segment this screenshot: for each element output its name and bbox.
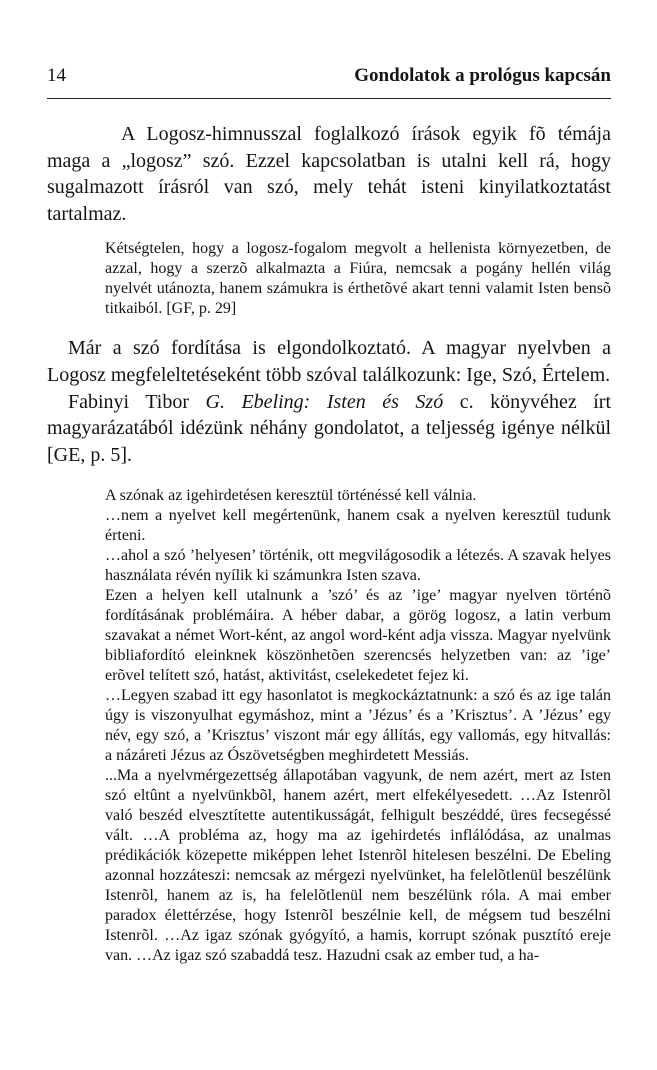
running-title: Gondolatok a prológus kapcsán [354, 65, 611, 86]
page-body [47, 121, 611, 966]
paragraph-intro: A Logosz-himnusszal foglalkozó írások egyik fõ témája maga a „logosz” szó. Ezzel kapcsolatban is utalni kell rá, hogy sugalmazott írásról van szó, mely tehát isteni kinyilatkoztatást tartalmaz. [47, 123, 611, 225]
paragraph-fabinyi [47, 389, 611, 469]
quote-line: …nem a nyelvet kell megértenünk, hanem csak a nyelven keresztül tudunk érteni. [105, 507, 611, 545]
paragraph-translation: Már a szó fordítása is elgondolkoztató. A magyar nyelvben a Logosz megfeleltetéseként több szóval találkozunk: Ige, Szó, Értelem. [47, 337, 611, 386]
block-quote-ebeling [47, 486, 611, 966]
fabinyi-text-end: c. könyvéhez írt magyarázatából idézünk néhány gondolatot, a teljesség igénye nélkül [GE, p. 5]. [47, 390, 612, 466]
block-quote-gf: Kétségtelen, hogy a logosz-fogalom megvolt a hellenista környezetben, de azzal, hogy a szerzõ alkalmazta a Fiúra, nemcsak a pogány hellén világ nyelvét utánozta, hanem számukra is érthetõvé akart tenni valamit Isten bensõ titkaiból. [GF, p. 29] [105, 240, 611, 318]
book-title: G. Ebeling: Isten és Szó [205, 390, 444, 413]
quote-line: Ezen a helyen kell utalnunk a ’szó’ és az ’ige’ magyar nyelven történõ fordításának problémáira. A héber dabar, a görög logosz, a latin verbum szavakat a német Wort-ként, az angol word-ként adja vissza. Magyar nyelvünk bibliafordító eleinknek köszönhetõen szerencsés helyzetben van: az ’ige’ erõvel telített szó, hatást, aktivitást, cselekedetet fejez ki. [105, 587, 611, 685]
quote-line: ...Ma a nyelvmérgezettség állapotában vagyunk, de nem azért, mert az Isten szó eltûnt a nyelvünkbõl, hanem azért, mert elfekélyesedett. …Az Istenrõl való beszéd elvesztítette autentikusságát, felhigult beszéddé, üres fecsegéssé vált. …A probléma az, hogy ma az igehirdetés inflálódása, az unalmas prédikációk közepette miképpen lehet Istenrõl hitelesen beszélni. De Ebeling azonnal hozzáteszi: nemcsak az mérgezi nyelvünket, ha felelõtlenül beszélünk Istenrõl, hanem az is, ha felelõtlenül nem beszélünk róla. A mai ember paradox élettérzése, hogy Istenrõl beszélnie kell, de mégsem tud beszélni Istenrõl. …Az igaz szónak gyógyító, a hamis, korrupt szónak pusztító ereje van. …Az igaz szó szabaddá tesz. Hazudni csak az ember tud, a ha- [105, 767, 611, 965]
running-header [47, 64, 611, 99]
quote-line: A szónak az igehirdetésen keresztül történéssé kell válnia. [105, 487, 477, 505]
page-number: 14 [47, 65, 66, 86]
fabinyi-text-start: Fabinyi Tibor [68, 390, 206, 413]
quote-line: …ahol a szó ’helyesen’ történik, ott megvilágosodik a létezés. A szavak helyes használata révén nyílik ki számunkra Isten szava. [105, 547, 611, 585]
quote-line: …Legyen szabad itt egy hasonlatot is megkockáztatnunk: a szó és az ige talán úgy is viszonyulhat egymáshoz, mint a ’Jézus’ és a ’Krisztus’. A ’Jézus’ egy név, egy szó, a ’Krisztus’ viszont már egy állítás, egy vallomás, egy hitvallás: a názáreti Jézus az Ószövetségben meghirdetett Messiás. [105, 687, 611, 765]
